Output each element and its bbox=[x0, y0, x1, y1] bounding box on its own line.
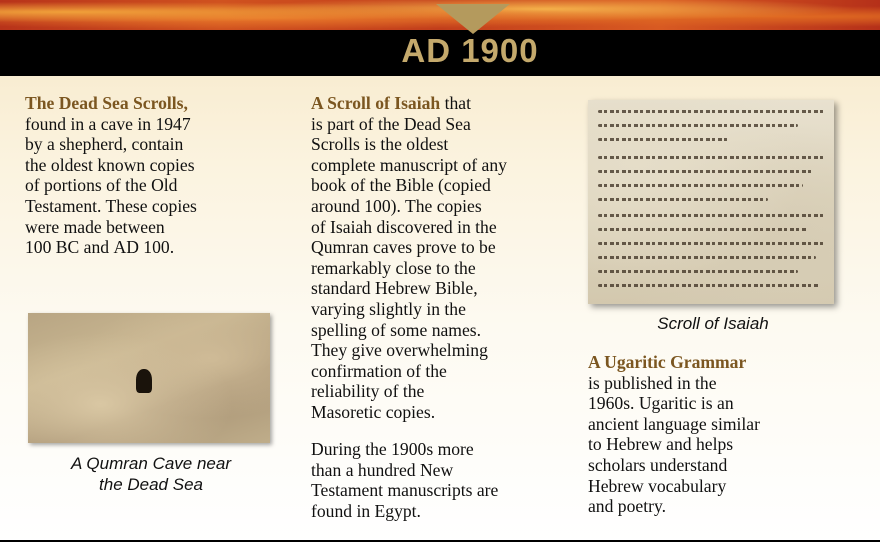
col2-para2-line: During the 1900s more bbox=[311, 439, 474, 459]
column-dead-sea-scrolls bbox=[25, 93, 285, 258]
col2-line: of Isaiah discovered in the bbox=[311, 216, 497, 237]
col1-line: the oldest known copies bbox=[25, 154, 195, 175]
script-line bbox=[598, 156, 824, 159]
col3-line: ancient language similar bbox=[588, 413, 760, 434]
col2-line: varying slightly in the bbox=[311, 298, 466, 319]
heading-scroll-of-isaiah: A Scroll of Isaiah bbox=[311, 93, 441, 113]
col3-line: 1960s. Ugaritic is an bbox=[588, 393, 734, 414]
col1-line: found in a cave in 1947 bbox=[25, 113, 191, 134]
cave-caption-line: the Dead Sea bbox=[99, 475, 203, 494]
script-line bbox=[598, 214, 824, 217]
col2-line: complete manuscript of any bbox=[311, 154, 507, 175]
script-line bbox=[598, 270, 798, 273]
col3-line: scholars understand bbox=[588, 454, 728, 475]
cave-caption bbox=[28, 453, 274, 495]
col2-heading-tail: that bbox=[440, 93, 471, 113]
col2-line: Masoretic copies. bbox=[311, 401, 436, 422]
page-title: AD 1900 bbox=[401, 32, 539, 69]
col2-para2-line: found in Egypt. bbox=[311, 500, 421, 521]
col1-line: by a shepherd, contain bbox=[25, 134, 184, 155]
title-pointer-icon bbox=[436, 4, 510, 34]
col2-line: book of the Bible (copied bbox=[311, 175, 491, 196]
col3-line: is published in the bbox=[588, 372, 717, 393]
script-line bbox=[598, 198, 768, 201]
column-nt-manuscripts bbox=[311, 439, 576, 521]
script-line bbox=[598, 124, 798, 127]
heading-ugaritic-grammar: A Ugaritic Grammar bbox=[588, 352, 747, 372]
col2-para2-line: Testament manuscripts are bbox=[311, 480, 499, 501]
col1-line: of portions of the Old bbox=[25, 175, 178, 196]
col1-last-suffix: 100. bbox=[138, 237, 175, 258]
col1-last-mid: and bbox=[79, 237, 114, 258]
col2-line: around 100). The copies bbox=[311, 195, 482, 216]
col3-line: Hebrew vocabulary bbox=[588, 475, 727, 496]
script-line bbox=[598, 184, 803, 187]
col3-line: and poetry. bbox=[588, 496, 667, 517]
scroll-of-isaiah-photo bbox=[588, 100, 834, 304]
col1-last-line bbox=[25, 237, 285, 258]
col2-line: They give overwhelming bbox=[311, 340, 488, 361]
cave-caption-line: A Qumran Cave near bbox=[71, 454, 231, 473]
col2-line: is part of the Dead Sea bbox=[311, 113, 471, 134]
col2-line: standard Hebrew Bible, bbox=[311, 278, 478, 299]
script-line bbox=[598, 256, 816, 259]
script-line bbox=[598, 242, 824, 245]
column-ugaritic-grammar bbox=[588, 352, 858, 517]
col1-line: Testament. These copies bbox=[25, 195, 197, 216]
col2-line: Scrolls is the oldest bbox=[311, 134, 449, 155]
cave-opening bbox=[136, 369, 152, 393]
col2-line: remarkably close to the bbox=[311, 257, 476, 278]
col2-line: reliability of the bbox=[311, 381, 425, 402]
col3-line: to Hebrew and helps bbox=[588, 434, 734, 455]
script-line bbox=[598, 138, 728, 141]
script-line bbox=[598, 170, 813, 173]
col2-line: Qumran caves prove to be bbox=[311, 237, 496, 258]
bottom-rule bbox=[0, 540, 880, 542]
heading-dead-sea-scrolls: The Dead Sea Scrolls, bbox=[25, 93, 188, 113]
script-line bbox=[598, 228, 808, 231]
scroll-caption: Scroll of Isaiah bbox=[657, 314, 769, 333]
era-bc: BC bbox=[55, 237, 80, 258]
script-line bbox=[598, 110, 824, 113]
era-ad: AD bbox=[113, 237, 139, 258]
qumran-cave-photo bbox=[28, 313, 270, 443]
col1-last-prefix: 100 bbox=[25, 237, 56, 258]
col2-line: spelling of some names. bbox=[311, 319, 482, 340]
col1-line: were made between bbox=[25, 216, 165, 237]
col2-heading-line bbox=[311, 93, 576, 114]
script-line bbox=[598, 284, 820, 287]
column-scroll-of-isaiah bbox=[311, 93, 576, 423]
col2-para2-line: than a hundred New bbox=[311, 459, 454, 480]
col2-line: confirmation of the bbox=[311, 360, 447, 381]
